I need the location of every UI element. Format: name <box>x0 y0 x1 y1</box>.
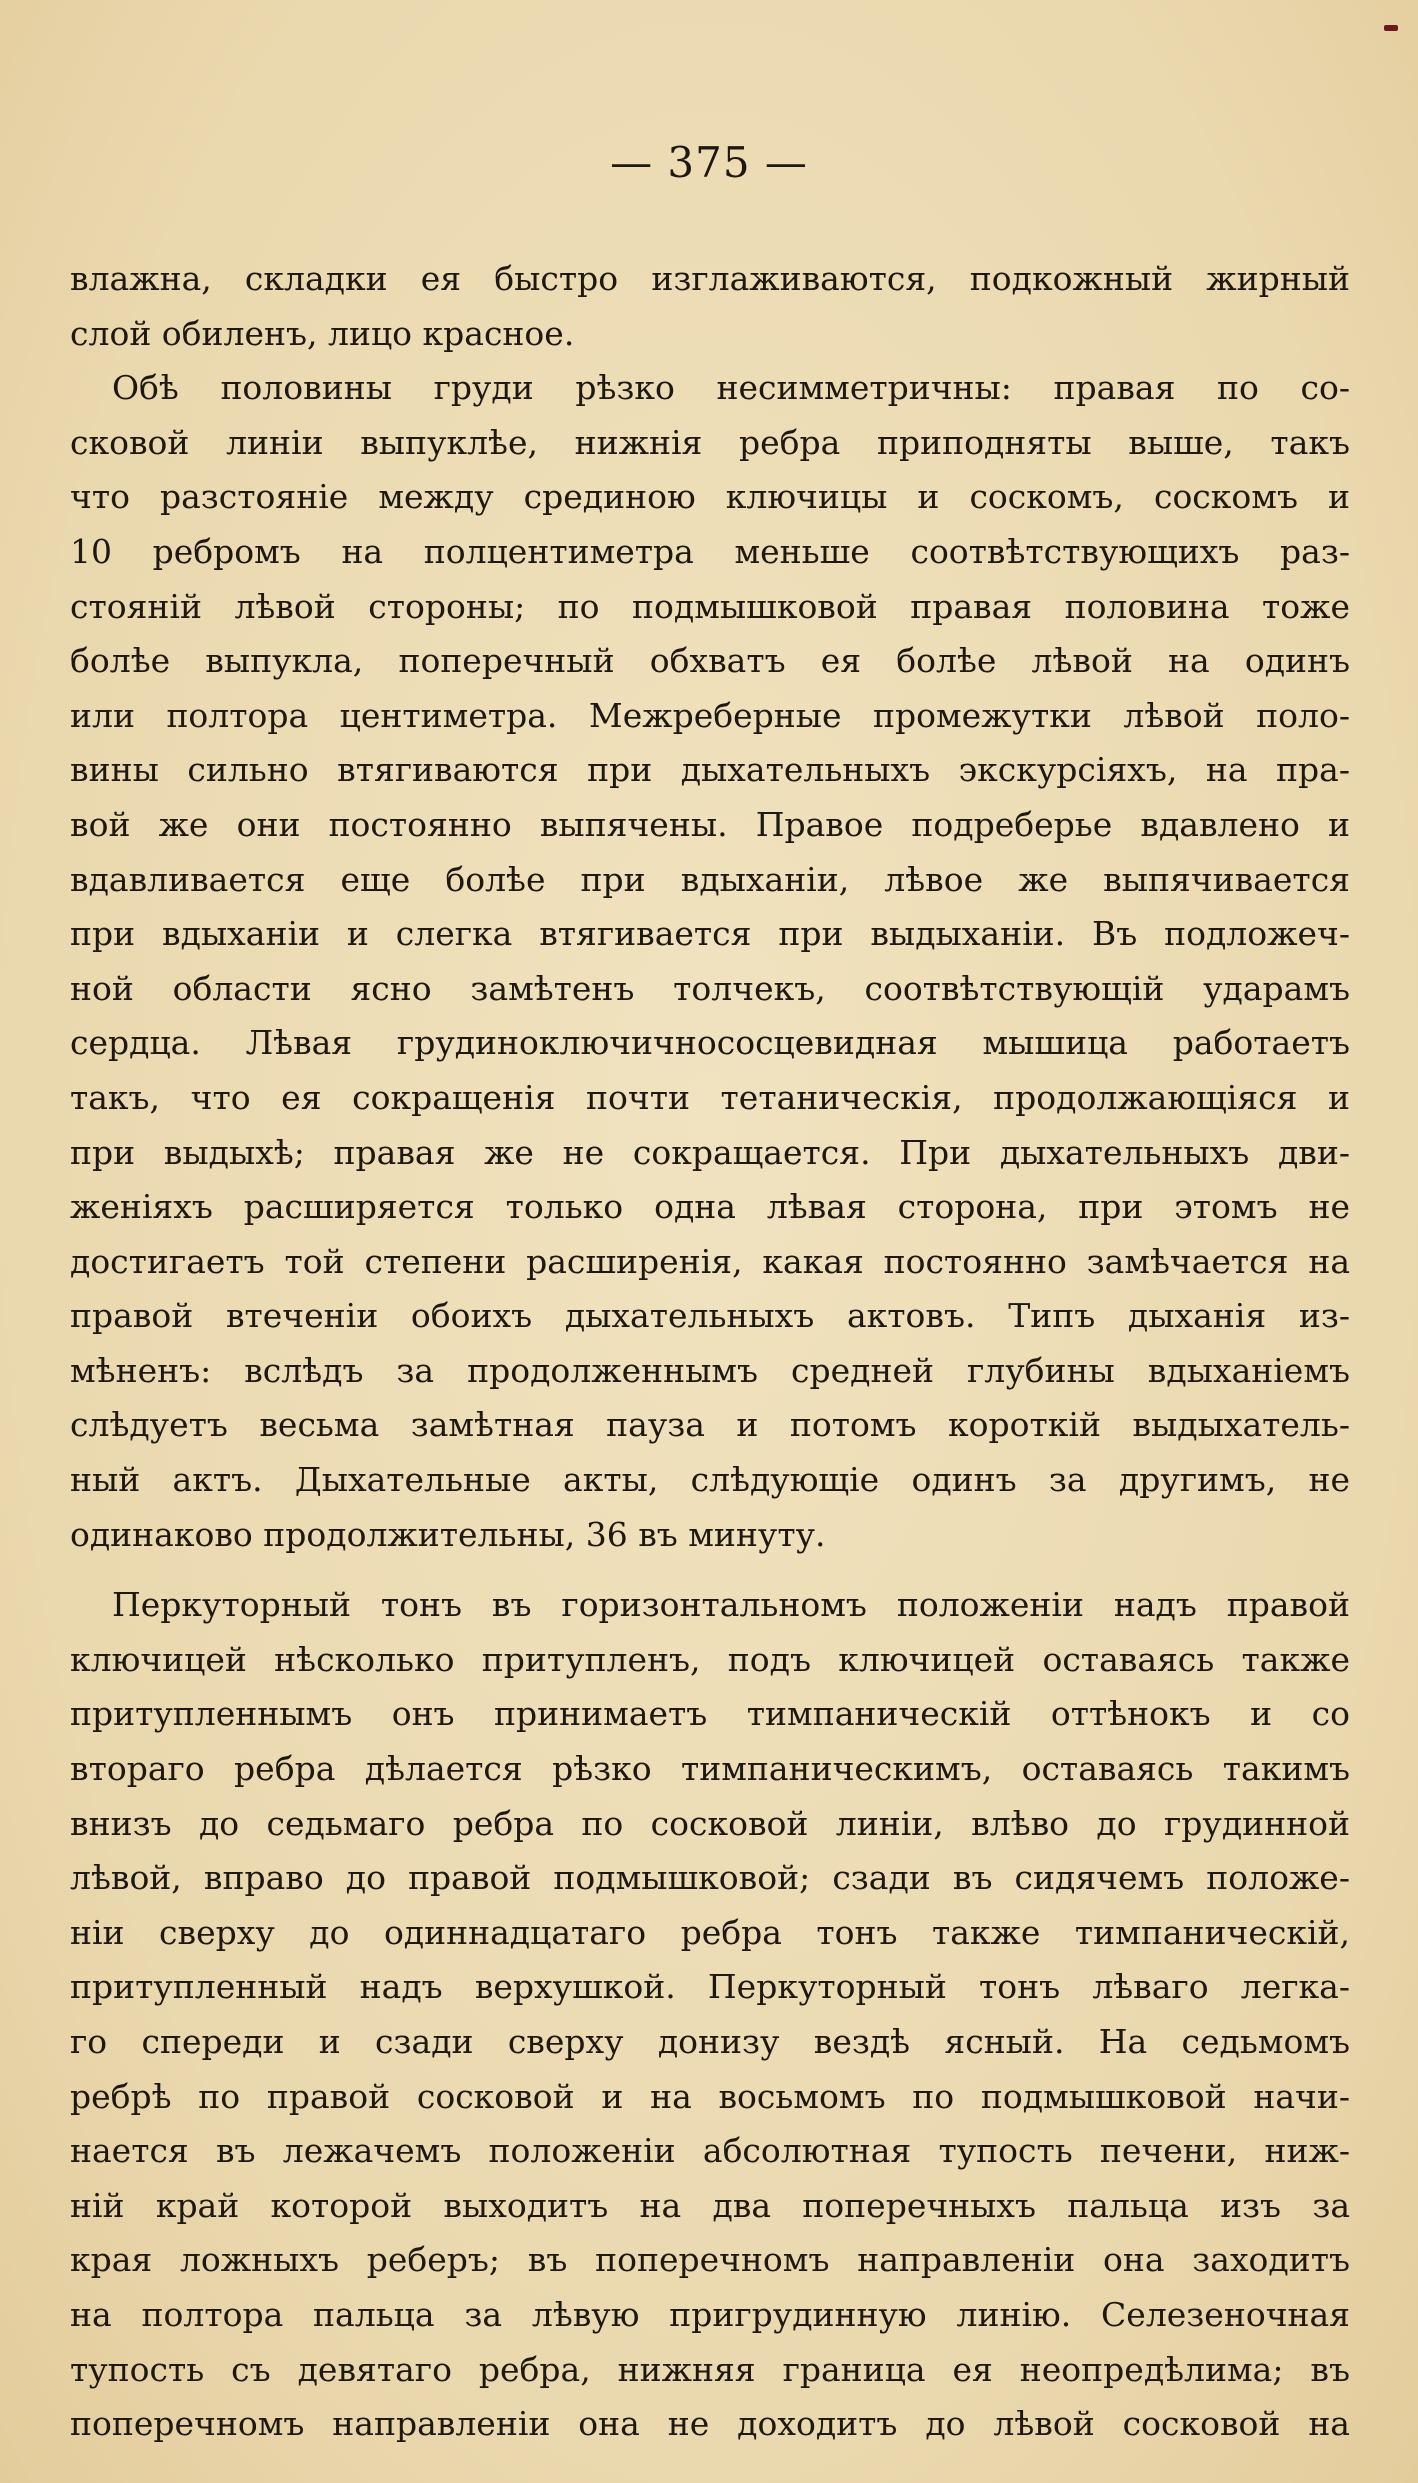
text-line: женіяхъ расширяется только одна лѣвая сторона, при этомъ не <box>70 1187 1350 1227</box>
text-line: го спереди и сзади сверху донизу вездѣ ясный. На седьмомъ <box>70 2022 1350 2061</box>
text-line: слой обиленъ, лицо красное. <box>70 313 575 353</box>
text-line: при выдыхѣ; правая же не сокращается. При дыхательныхъ дви- <box>70 1132 1350 1172</box>
text-line: на полтора пальца за лѣвую пригрудинную линію. Селезеночная <box>70 2294 1350 2334</box>
text-line: ній край которой выходитъ на два поперечныхъ пальца изъ за <box>70 2185 1350 2225</box>
text-line: такъ, что ея сокращенія почти тетаническія, продолжающіяся и <box>70 1077 1350 1117</box>
text-line: мѣненъ: вслѣдъ за продолженнымъ средней глубины вдыханіемъ <box>70 1350 1350 1390</box>
text-line: притупленный надъ верхушкой. Перкуторный тонъ лѣваго легка- <box>70 1967 1350 2007</box>
paragraph-gap <box>70 1562 1350 1578</box>
text-line: 10 ребромъ на полцентиметра меньше соотвѣтствующихъ раз- <box>70 531 1350 571</box>
text-line: ніи сверху до одиннадцатаго ребра тонъ также тимпаническій, <box>70 1912 1350 1952</box>
text-line: достигаетъ той степени расширенія, какая постоянно замѣчается на <box>70 1241 1350 1281</box>
text-line: ной области ясно замѣтенъ толчекъ, соотвѣтствующій ударамъ <box>70 968 1350 1008</box>
text-line: втораго ребра дѣлается рѣзко тимпаническимъ, оставаясь такимъ <box>70 1749 1350 1789</box>
text-line: сковой линіи выпуклѣе, нижнія ребра приподняты выше, такъ <box>70 422 1350 462</box>
text-line: слѣдуетъ весьма замѣтная пауза и потомъ короткій выдыхатель- <box>70 1405 1350 1445</box>
text-line: Обѣ половины груди рѣзко несимметричны: правая по со- <box>112 368 1350 408</box>
corner-mark <box>1384 25 1398 31</box>
text-line: поперечномъ направленіи она не доходитъ до лѣвой сосковой на <box>70 2404 1350 2444</box>
text-line: одинаково продолжительны, 36 въ минуту. <box>70 1514 826 1554</box>
text-line: вины сильно втягиваются при дыхательныхъ экскурсіяхъ, на пра- <box>70 750 1350 790</box>
text-line: притупленнымъ онъ принимаетъ тимпаническій оттѣнокъ и со <box>70 1694 1350 1734</box>
page-number: — 375 — <box>610 138 808 187</box>
text-line: правой втеченіи обоихъ дыхательныхъ актовъ. Типъ дыханія из- <box>70 1296 1350 1336</box>
text-line: при вдыханіи и слегка втягивается при выдыханіи. Въ подложеч- <box>70 914 1350 954</box>
text-line: нается въ лежачемъ положеніи абсолютная тупость печени, ниж- <box>70 2131 1350 2171</box>
text-line: или полтора центиметра. Межреберные промежутки лѣвой поло- <box>70 695 1350 735</box>
text-line: Перкуторный тонъ въ горизонтальномъ положеніи надъ правой <box>112 1585 1350 1625</box>
text-line: что разстояніе между срединою ключицы и соскомъ, соскомъ и <box>70 477 1350 517</box>
text-line: сердца. Лѣвая грудиноключичнососцевидная мышица работаетъ <box>70 1023 1350 1063</box>
text-line: тупость съ девятаго ребра, нижняя граница ея неопредѣлима; въ <box>70 2349 1350 2389</box>
text-line: вдавливается еще болѣе при вдыханіи, лѣвое же выпячивается <box>70 859 1350 899</box>
text-line: внизъ до седьмаго ребра по сосковой линіи, влѣво до грудинной <box>70 1803 1350 1843</box>
text-line: ребрѣ по правой сосковой и на восьмомъ по подмышковой начи- <box>70 2076 1350 2116</box>
text-line: края ложныхъ реберъ; въ поперечномъ направленіи она заходитъ <box>70 2240 1350 2280</box>
text-line: болѣе выпукла, поперечный обхватъ ея болѣе лѣвой на одинъ <box>70 641 1350 681</box>
text-line: ключицей нѣсколько притупленъ, подъ ключицей оставаясь также <box>70 1639 1350 1679</box>
text-line: стояній лѣвой стороны; по подмышковой правая половина тоже <box>70 586 1350 626</box>
text-line: лѣвой, вправо до правой подмышковой; сзади въ сидячемъ положе- <box>70 1858 1350 1898</box>
text-line: ный актъ. Дыхательные акты, слѣдующіе одинъ за другимъ, не <box>70 1460 1350 1500</box>
text-line: влажна, складки ея быстро изглаживаются, подкожный жирный <box>70 259 1350 298</box>
body-text <box>70 252 1350 2452</box>
text-line: вой же они постоянно выпячены. Правое подреберье вдавлено и <box>70 804 1350 844</box>
